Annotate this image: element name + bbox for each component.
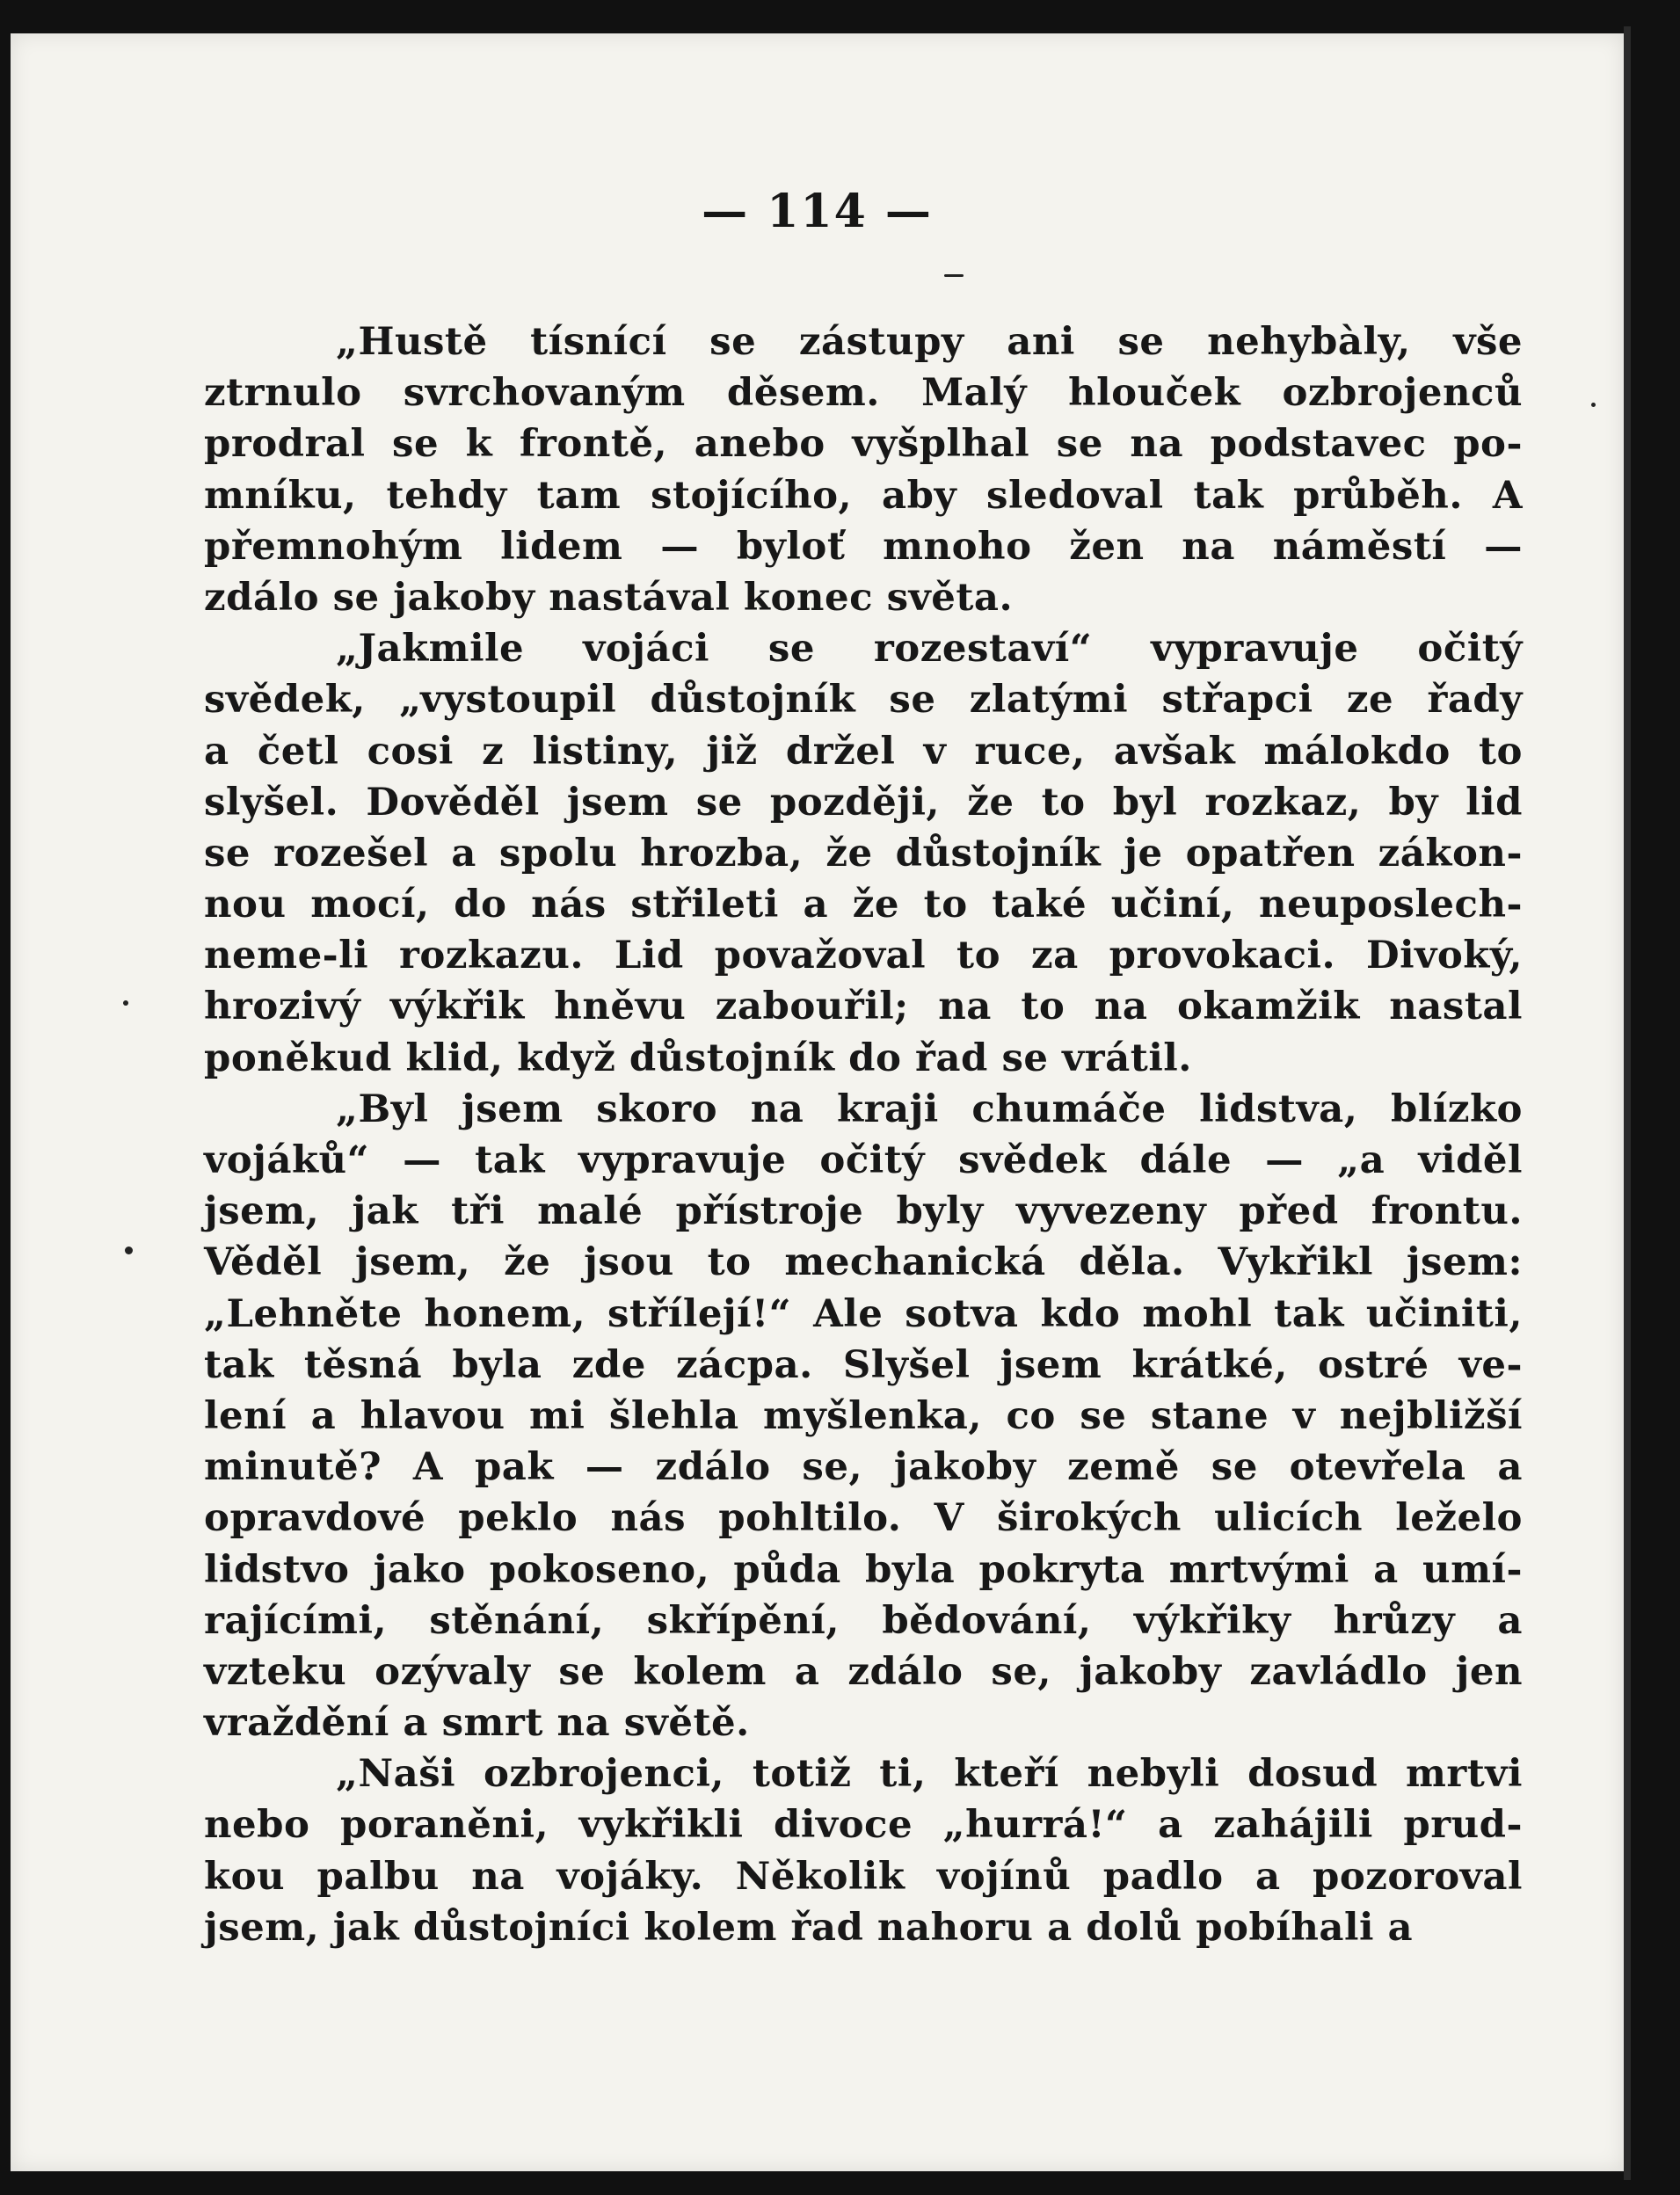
paragraph bbox=[204, 623, 1523, 1084]
paragraph bbox=[204, 1084, 1523, 1748]
paragraph bbox=[204, 316, 1523, 623]
body-text bbox=[204, 316, 1523, 1953]
text-line: „Naši ozbrojenci, totiž ti, kteří nebyli dosud mrtvi bbox=[336, 1751, 1523, 1797]
print-speck bbox=[1591, 403, 1596, 407]
text-line: jsem, jak důstojníci kolem řad nahoru a dolů pobíhali a bbox=[204, 1904, 1414, 1950]
text-line: zdálo se jakoby nastával konec světa. bbox=[204, 574, 1014, 620]
text-line: minutě? A pak — zdálo se, jakoby země se otevřela a bbox=[204, 1444, 1523, 1490]
text-line: rajícími, stěnání, skřípění, bědování, výkřiky hrůzy a bbox=[204, 1597, 1523, 1643]
text-line: „Jakmile vojáci se rozestaví“ vypravuje očitý bbox=[336, 626, 1523, 672]
text-line: poněkud klid, když důstojník do řad se vrátil. bbox=[204, 1035, 1192, 1080]
text-line: prodral se k frontě, anebo vyšplhal se na podstavec po- bbox=[204, 421, 1523, 467]
text-line: nebo poraněni, vykřikli divoce „hurrá!“ a zahájili prud- bbox=[204, 1802, 1523, 1848]
print-speck bbox=[944, 274, 964, 277]
book-page bbox=[11, 33, 1624, 2171]
text-line: a četl cosi z listiny, již držel v ruce, avšak málokdo to bbox=[204, 728, 1523, 774]
print-speck bbox=[123, 1000, 128, 1006]
page-edge bbox=[1624, 26, 1631, 2180]
text-line: přemnohým lidem — byloť mnoho žen na náměstí — bbox=[204, 523, 1523, 569]
text-line: jsem, jak tři malé přístroje byly vyvezeny před frontu. bbox=[204, 1188, 1523, 1234]
text-line: vojáků“ — tak vypravuje očitý svědek dále — „a viděl bbox=[204, 1137, 1523, 1182]
text-line: svědek, „vystoupil důstojník se zlatými střapci ze řady bbox=[204, 677, 1523, 723]
print-speck bbox=[125, 1246, 133, 1254]
text-line: vzteku ozývaly se kolem a zdálo se, jakoby zavládlo jen bbox=[204, 1648, 1523, 1694]
paragraph bbox=[204, 1748, 1523, 1953]
text-line: kou palbu na vojáky. Několik vojínů padlo a pozoroval bbox=[204, 1853, 1523, 1899]
text-line: hrozivý výkřik hněvu zabouřil; na to na okamžik nastal bbox=[204, 984, 1523, 1029]
text-line: „Byl jsem skoro na kraji chumáče lidstva, blízko bbox=[336, 1086, 1523, 1131]
text-line: „Hustě tísnící se zástupy ani se nehybàly, vše bbox=[336, 319, 1523, 364]
text-line: neme-li rozkazu. Lid považoval to za provokaci. Divoký, bbox=[204, 933, 1523, 978]
text-line: „Lehněte honem, střílejí!“ Ale sotva kdo mohl tak učiniti, bbox=[204, 1290, 1523, 1336]
text-line: se rozešel a spolu hrozba, že důstojník je opatřen zákon- bbox=[204, 830, 1523, 876]
text-line: Věděl jsem, že jsou to mechanická děla. Vykřikl jsem: bbox=[204, 1239, 1523, 1285]
text-line: vraždění a smrt na světě. bbox=[204, 1700, 750, 1746]
text-line: slyšel. Dověděl jsem se později, že to byl rozkaz, by lid bbox=[204, 779, 1523, 825]
text-line: tak těsná byla zde zácpa. Slyšel jsem krátké, ostré ve- bbox=[204, 1341, 1523, 1387]
page-number: — 114 — bbox=[702, 185, 933, 238]
text-line: opravdové peklo nás pohltilo. V širokých ulicích leželo bbox=[204, 1495, 1523, 1541]
text-line: ztrnulo svrchovaným děsem. Malý hlouček ozbrojenců bbox=[204, 370, 1523, 416]
text-line: nou mocí, do nás střileti a že to také učiní, neuposlech- bbox=[204, 882, 1523, 927]
text-line: lidstvo jako pokoseno, půda byla pokryta mrtvými a umí- bbox=[204, 1546, 1523, 1592]
text-line: mníku, tehdy tam stojícího, aby sledoval tak průběh. A bbox=[204, 472, 1523, 518]
text-line: lení a hlavou mi šlehla myšlenka, co se stane v nejbližší bbox=[204, 1392, 1523, 1438]
